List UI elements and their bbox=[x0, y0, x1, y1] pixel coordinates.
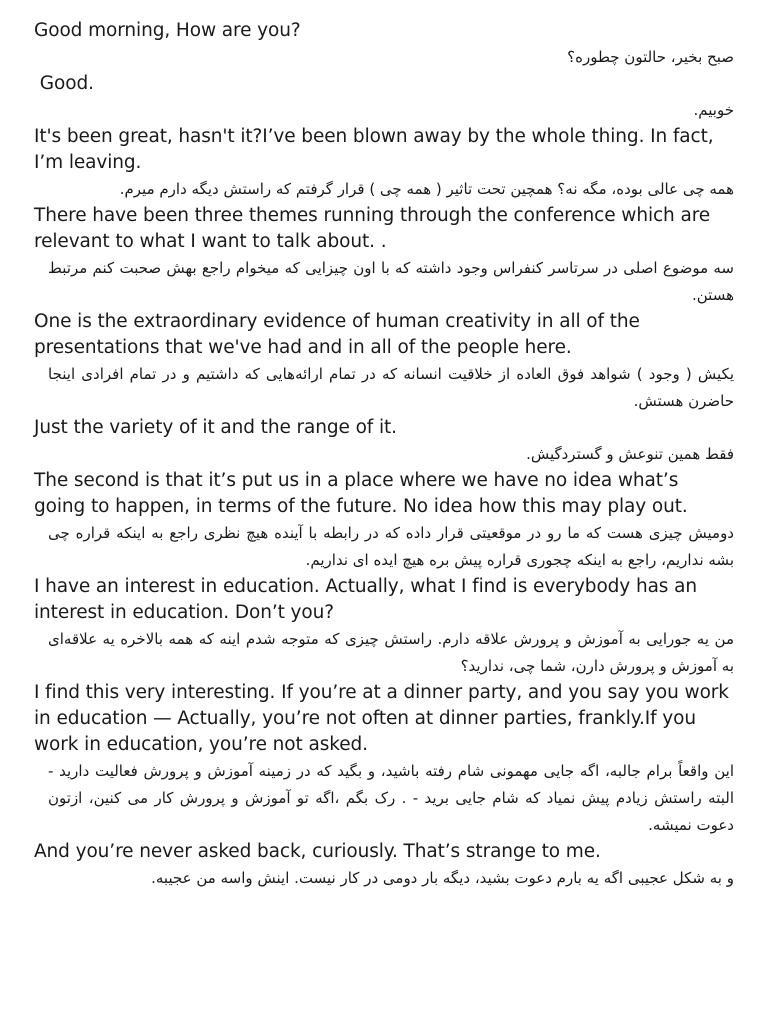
persian-translation: صبح بخیر، حالتون چطوره؟ bbox=[567, 48, 734, 66]
persian-translation: همه چی عالی بوده، مگه نه؟ همچین تحت تاثیر ( همه چی ) قرار گرفتم که راستش دیگه دارم میرم. bbox=[119, 180, 734, 198]
persian-translation: این واقعاً برام جالبه، اگه جایی مهمونی شام رفته باشید، و بگید که در زمینه آموزش و پرورش فعالیت دارید - البته راستش زیادم پیش نمیاد که شام جایی برید - . رک بگم ،اگه تو آموزش و پرورش کار می کنین، ازتون دعوت نمیشه. bbox=[48, 762, 734, 834]
english-line: One is the extraordinary evidence of human creativity in all of the presentations that we've had and in all of the people here. bbox=[34, 311, 640, 358]
persian-translation: خوبیم. bbox=[693, 101, 734, 119]
persian-translation: سه موضوع اصلی در سرتاسر کنفراس وجود داشته که با اون چیزایی که میخوام راجع بهش صحبت کنم مرتبط هستن. bbox=[48, 259, 734, 304]
transcript-page bbox=[0, 18, 768, 892]
english-line: Just the variety of it and the range of it. bbox=[34, 417, 397, 438]
english-line: I find this very interesting. If you’re at a dinner party, and you say you work in education — Actually, you’re not often at dinner parties, frankly.If you work in education, you’re not asked. bbox=[34, 682, 729, 755]
english-line: It's been great, hasn't it?I’ve been blown away by the whole thing. In fact, I’m leaving. bbox=[34, 126, 714, 173]
persian-translation: یکیش ( وجود ) شواهد فوق العاده از خلاقیت انسانه که در تمام ارائه‌هایی که داشتیم و در تمام افرادی اینجا حاضرن هستش. bbox=[48, 365, 734, 410]
english-line: Good. bbox=[34, 73, 94, 94]
english-line: I have an interest in education. Actually, what I find is everybody has an interest in education. Don’t you? bbox=[34, 576, 697, 623]
english-line: The second is that it’s put us in a place where we have no idea what’s going to happen, in terms of the future. No idea how this may play out. bbox=[34, 470, 688, 517]
persian-translation: من یه جورایی به آموزش و پرورش علاقه دارم. راستش چیزی که متوجه شدم اینه که همه بالاخره یه علاقه‌ای به آموزش و پرورش دارن، شما چی، ندارید؟ bbox=[48, 630, 734, 675]
persian-translation: و به شکل عجیبی اگه یه بارم دعوت بشید، دیگه بار دومی در کار نیست. اینش واسه من عجیبه. bbox=[151, 869, 734, 887]
english-line: And you’re never asked back, curiously. That’s strange to me. bbox=[34, 841, 601, 862]
persian-translation: فقط همین تنوعش و گستردگیش. bbox=[526, 445, 734, 463]
english-line: Good morning, How are you? bbox=[34, 20, 301, 41]
persian-translation: دومیش چیزی هست که ما رو در موقعیتی قرار داده که در رابطه با آینده هیچ نظری راجع به اینکه قراره چی بشه نداریم، راجع به اینکه چجوری قراره پیش بره هیچ ایده ای نداریم. bbox=[48, 524, 734, 569]
english-line: There have been three themes running through the conference which are relevant to what I want to talk about. . bbox=[34, 205, 711, 252]
